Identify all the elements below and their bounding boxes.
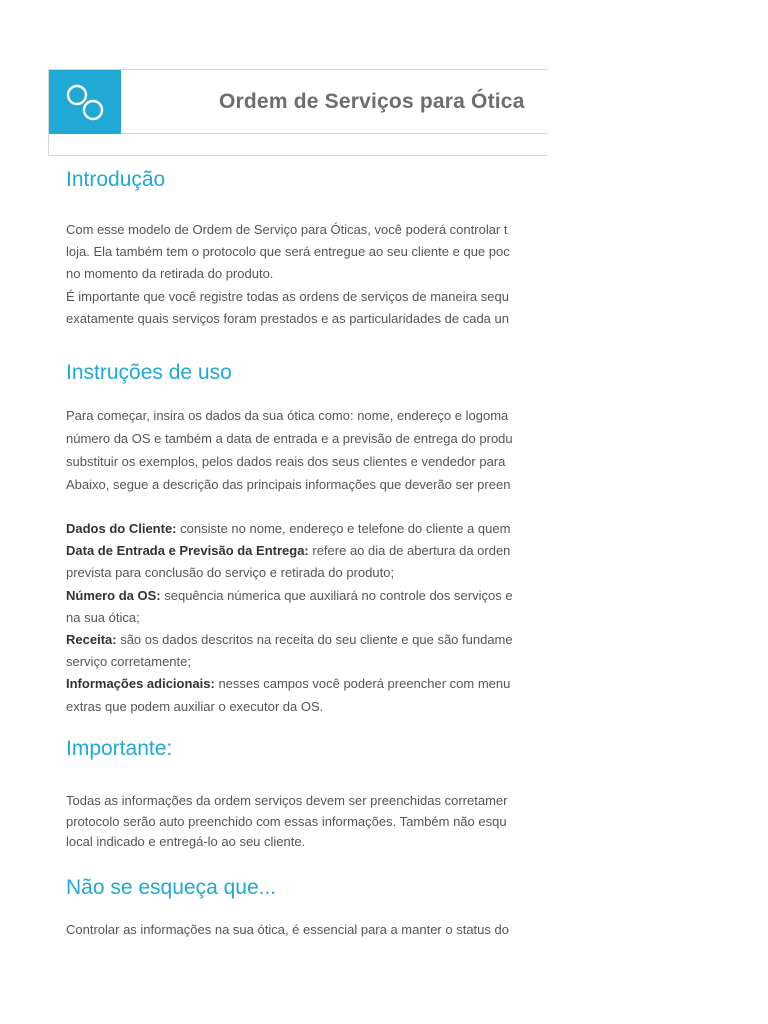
text-line: É importante que você registre todas as ordens de serviços de maneira sequ — [66, 288, 509, 304]
definition-text: consiste no nome, endereço e telefone do cliente a quem — [176, 521, 511, 536]
section-heading-importante: Importante: — [66, 737, 173, 760]
text-line: substituir os exemplos, pelos dados reais dos seus clientes e vendedor para — [66, 454, 506, 469]
logo — [49, 70, 121, 134]
text-line: no momento da retirada do produto. — [66, 266, 274, 282]
definition-text: nesses campos você poderá preencher com menu — [214, 676, 511, 692]
definition-data-entrada — [66, 540, 513, 562]
intro-paragraph — [66, 219, 510, 330]
definition-text-continued: extras que podem auxiliar o executor da OS. — [66, 698, 324, 714]
text-line: Controlar as informações na sua ótica, é essencial para a manter o status do — [66, 922, 509, 937]
definition-dados-cliente — [66, 518, 513, 540]
text-line: loja. Ela também tem o protocolo que será entregue ao seu cliente e que poc — [66, 244, 510, 260]
definition-text: refere ao dia de abertura da orden — [308, 543, 511, 559]
definitions-list — [66, 518, 513, 718]
linked-rings-icon — [49, 70, 121, 134]
definition-text-continued: serviço corretamente; — [66, 654, 191, 670]
definition-term: Informações adicionais: — [66, 676, 215, 692]
definition-informacoes-adicionais — [66, 673, 513, 695]
document-header — [48, 69, 548, 156]
instructions-paragraph — [66, 404, 513, 496]
definition-text: sequência númerica que auxiliará no controle dos serviços e — [160, 587, 513, 603]
section-heading-introducao: Introdução — [66, 168, 166, 191]
definition-term: Data de Entrada e Previsão da Entrega: — [66, 543, 309, 559]
section-heading-instrucoes: Instruções de uso — [66, 361, 232, 384]
text-line: Abaixo, segue a descrição das principais informações que deverão ser preen — [66, 477, 511, 492]
section-heading-nao-se-esqueca: Não se esqueça que... — [66, 876, 277, 899]
page-title: Ordem de Serviços para Ótica — [219, 90, 525, 113]
text-line: Todas as informações da ordem serviços devem ser preenchidas corretamer — [66, 793, 508, 808]
definition-text-continued: na sua ótica; — [66, 609, 140, 625]
definition-text: são os dados descritos na receita do seu cliente e que são fundame — [116, 632, 513, 648]
reminder-paragraph — [66, 919, 509, 941]
document-sheet — [48, 69, 548, 949]
text-line: número da OS e também a data de entrada e a previsão de entrega do produ — [66, 431, 513, 446]
definition-text-continued: prevista para conclusão do serviço e retirada do produto; — [66, 565, 395, 581]
definition-term: Número da OS: — [66, 587, 161, 603]
text-line: Com esse modelo de Ordem de Serviço para Óticas, você poderá controlar t — [66, 222, 508, 237]
text-line: local indicado e entregá-lo ao seu cliente. — [66, 834, 306, 849]
text-line: protocolo serão auto preenchido com essas informações. Também não esqu — [66, 813, 507, 829]
definition-term: Receita: — [66, 632, 117, 648]
definition-numero-os — [66, 585, 513, 607]
definition-term: Dados do Cliente: — [66, 521, 177, 536]
text-line: Para começar, insira os dados da sua ótica como: nome, endereço e logoma — [66, 408, 509, 423]
definition-receita — [66, 629, 513, 651]
important-paragraph — [66, 791, 507, 853]
header-divider — [121, 133, 548, 134]
text-line: exatamente quais serviços foram prestados e as particularidades de cada un — [66, 310, 509, 326]
